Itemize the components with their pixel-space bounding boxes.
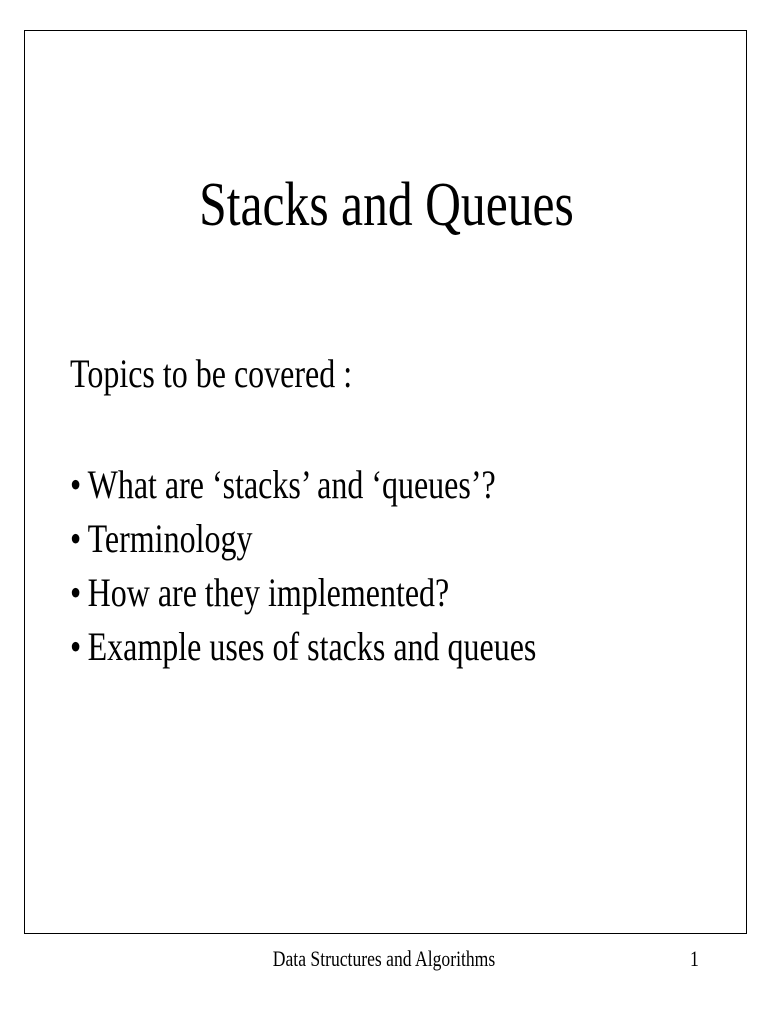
bullet-icon: •	[70, 624, 82, 669]
list-item	[70, 512, 536, 566]
bullet-icon: •	[70, 462, 82, 507]
slide-frame	[24, 30, 747, 934]
bullet-text: Example uses of stacks and queues	[87, 624, 537, 669]
bullet-icon: •	[70, 570, 82, 615]
bullet-icon: •	[70, 516, 82, 561]
slide-title: Stacks and Queues	[199, 171, 574, 239]
bullet-text: What are ‘stacks’ and ‘queues’?	[87, 462, 496, 507]
page-number: 1	[690, 946, 699, 971]
footer-title: Data Structures and Algorithms	[272, 946, 496, 971]
list-item	[70, 566, 536, 620]
bullet-text: How are they implemented?	[87, 570, 450, 615]
list-item	[70, 458, 536, 512]
bullet-text: Terminology	[87, 516, 253, 561]
topics-heading: Topics to be covered :	[70, 351, 353, 396]
list-item	[70, 620, 536, 674]
bullet-list	[70, 458, 536, 674]
slide-footer	[0, 944, 768, 974]
